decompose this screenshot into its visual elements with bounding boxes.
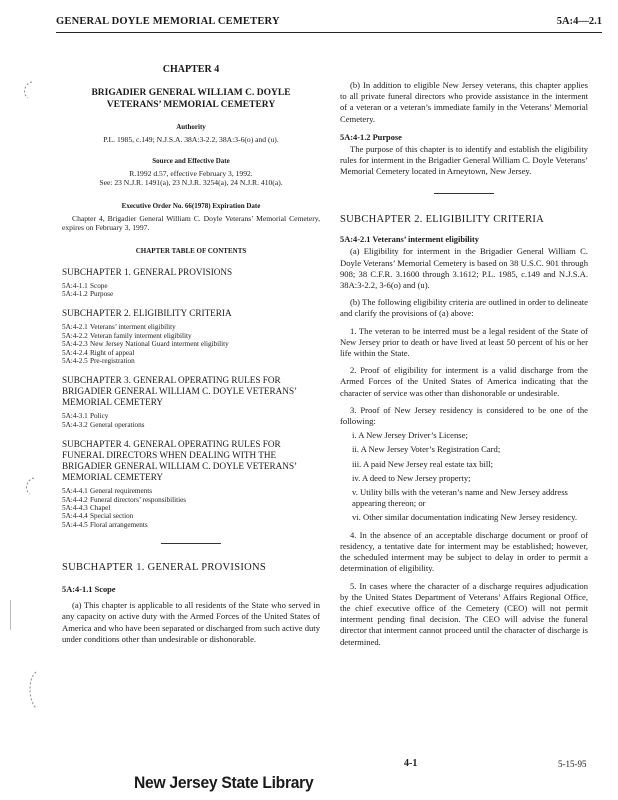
toc-heading: CHAPTER TABLE OF CONTENTS — [135, 246, 247, 255]
toc-subchapter-4: SUBCHAPTER 4. GENERAL OPERATING RULES FOR FUNERAL DIRECTORS WHEN DEALING WITH THE BRIGADIER GENERAL WILLIAM C. DOYLE VETERANS’ MEMORIAL CEMETERY — [62, 439, 297, 483]
header-section: 5A:4—2.1 — [556, 16, 602, 27]
toc-item: 5A:4-4.3 Chapel — [62, 503, 111, 512]
left-column — [62, 48, 320, 645]
eligibility-item-1: 1. The veteran to be interred must be a legal resident of the State of New Jersey prior to death or have lived at least 50 percent of his or her life within the State. — [340, 325, 588, 359]
section-divider — [161, 543, 221, 544]
scan-margin-marks — [10, 60, 40, 760]
header-title: GENERAL DOYLE MEMORIAL CEMETERY — [56, 16, 280, 27]
eligibility-paragraph-a: (a) Eligibility for interment in the Brigadier General William C. Doyle Veterans’ Memorial Cemetery is based on 38 U.S.C. 901 through 908; 38 C.F.R. 3.1600 through 3.1612; P.L. 1985, c.149 and N.J.S.A. 38A:3-2.2, 3-6(o) and (u). — [340, 246, 588, 291]
scope-paragraph-b: (b) In addition to eligible New Jersey veterans, this chapter applies to all private funeral directors who provide assistance in the interment of a veteran or a veteran’s immediate family in the Veterans’ Memorial Cemetery. — [340, 80, 588, 124]
source-line-1: R.1992 d.57, effective February 3, 1992. — [129, 168, 253, 178]
toc-item: 5A:4-3.1 Policy — [62, 412, 109, 421]
toc-item: 5A:4-3.2 General operations — [62, 420, 145, 429]
toc-item: 5A:4-2.2 Veteran family interment eligibility — [62, 331, 192, 340]
toc-subchapter-1: SUBCHAPTER 1. GENERAL PROVISIONS — [62, 266, 233, 277]
toc-item: 5A:4-4.2 Funeral directors’ responsibilities — [62, 495, 187, 504]
subchapter-2-heading: SUBCHAPTER 2. ELIGIBILITY CRITERIA — [340, 214, 545, 226]
toc-item: 5A:4-4.1 General requirements — [62, 487, 153, 496]
authority-text: P.L. 1985, c.149; N.J.S.A. 38A:3-2.2, 38A:3-6(o) and (u). — [103, 135, 279, 144]
scope-paragraph-a: (a) This chapter is applicable to all residents of the State who served in any capacity on active duty with the Armed Forces of the United States of America and who have been separated or discharged from such active duty under conditions other than undesirable or dishonorable. — [62, 600, 320, 644]
source-heading: Source and Effective Date — [152, 156, 230, 165]
chapter-title — [62, 87, 320, 111]
toc-item: 5A:4-2.1 Veterans’ interment eligibility — [62, 323, 176, 332]
toc-subchapter-3: SUBCHAPTER 3. GENERAL OPERATING RULES FOR BRIGADIER GENERAL WILLIAM C. DOYLE VETERANS’ MEMORIAL CEMETERY — [62, 375, 297, 408]
right-column — [340, 48, 588, 648]
library-stamp: New Jersey State Library — [134, 773, 314, 792]
chapter-number: CHAPTER 4 — [162, 64, 220, 75]
eligibility-item-3: 3. Proof of New Jersey residency is considered to be one of the following: — [340, 404, 588, 427]
eligibility-item-5: 5. In cases where the character of a discharge requires adjudication by the United States Department of Veterans’ Affairs Regional Office, the chief executive office of the Cemetery (CEO) will not permit interment pending final decision. The CEO will advise the funeral director that interment cannot proceed until the character of discharge is determined. — [340, 580, 588, 647]
list-item: iii. A paid New Jersey real estate tax bill; — [352, 458, 494, 469]
list-item: iv. A deed to New Jersey property; — [352, 472, 471, 483]
list-item: i. A New Jersey Driver’s License; — [352, 430, 468, 441]
toc-item: 5A:4-4.5 Floral arrangements — [62, 520, 148, 529]
source-line-2: See: 23 N.J.R. 1491(a), 23 N.J.R. 3254(a), 24 N.J.R. 410(a). — [99, 178, 283, 187]
authority-heading: Authority — [176, 123, 206, 131]
revision-date: 5-15-95 — [558, 759, 587, 769]
page-number: 4-1 — [404, 758, 418, 769]
toc-list-sub2 — [62, 323, 320, 365]
residency-proof-list — [352, 430, 588, 523]
toc-item: 5A:4-2.3 New Jersey National Guard interment eligibility — [62, 340, 229, 349]
chapter-title-line-1: BRIGADIER GENERAL WILLIAM C. DOYLE — [91, 88, 291, 98]
list-item: vi. Other similar documentation indicating New Jersey residency. — [352, 512, 577, 523]
toc-list-sub1 — [62, 282, 320, 299]
purpose-heading: 5A:4-1.2 Purpose — [340, 132, 402, 142]
eligibility-item-2: 2. Proof of eligibility for interment is a valid discharge from the Armed Forces of the United States of America indicating that the character of service was other than dishonorable or undesirable. — [340, 365, 588, 398]
list-item: ii. A New Jersey Voter’s Registration Card; — [352, 444, 501, 455]
toc-item: 5A:4-1.1 Scope — [62, 281, 108, 290]
scope-heading: 5A:4-1.1 Scope — [62, 585, 116, 595]
eligibility-item-4: 4. In the absence of an acceptable discharge document or proof of residency, a tentative date for interment may be established; however, the scheduled interment may be subject to delay in order to permit a determination of eligibility. — [340, 529, 588, 574]
running-header — [56, 14, 602, 33]
purpose-paragraph: The purpose of this chapter is to identify and establish the eligibility rules for interment in the Brigadier General William C. Doyle Veterans’ Memorial Cemetery located in Arneytown, New Jersey. — [340, 143, 588, 177]
toc-subchapter-2: SUBCHAPTER 2. ELIGIBILITY CRITERIA — [62, 308, 232, 319]
toc-item: 5A:4-4.4 Special section — [62, 512, 134, 521]
toc-item: 5A:4-2.5 Pre-registration — [62, 356, 135, 365]
toc-list-sub4 — [62, 487, 320, 529]
chapter-title-line-2: VETERANS’ MEMORIAL CEMETERY — [106, 100, 276, 110]
list-item: v. Utility bills with the veteran’s name and New Jersey address appearing thereon; or — [352, 487, 568, 509]
eligibility-paragraph-b: (b) The following eligibility criteria are outlined in order to delineate and clarify the provisions of (a) above: — [340, 297, 588, 319]
section-divider — [434, 193, 494, 194]
subchapter-1-heading: SUBCHAPTER 1. GENERAL PROVISIONS — [62, 562, 267, 574]
toc-list-sub3 — [62, 412, 320, 429]
exec-order-heading: Executive Order No. 66(1978) Expiration Date — [121, 201, 261, 210]
toc-item: 5A:4-2.4 Right of appeal — [62, 348, 135, 357]
toc-item: 5A:4-1.2 Purpose — [62, 289, 114, 298]
exec-order-text: Chapter 4, Brigadier General William C. Doyle Veterans’ Memorial Cemetery, expires on February 3, 1997. — [62, 213, 320, 232]
eligibility-heading: 5A:4-2.1 Veterans’ interment eligibility — [340, 235, 479, 245]
